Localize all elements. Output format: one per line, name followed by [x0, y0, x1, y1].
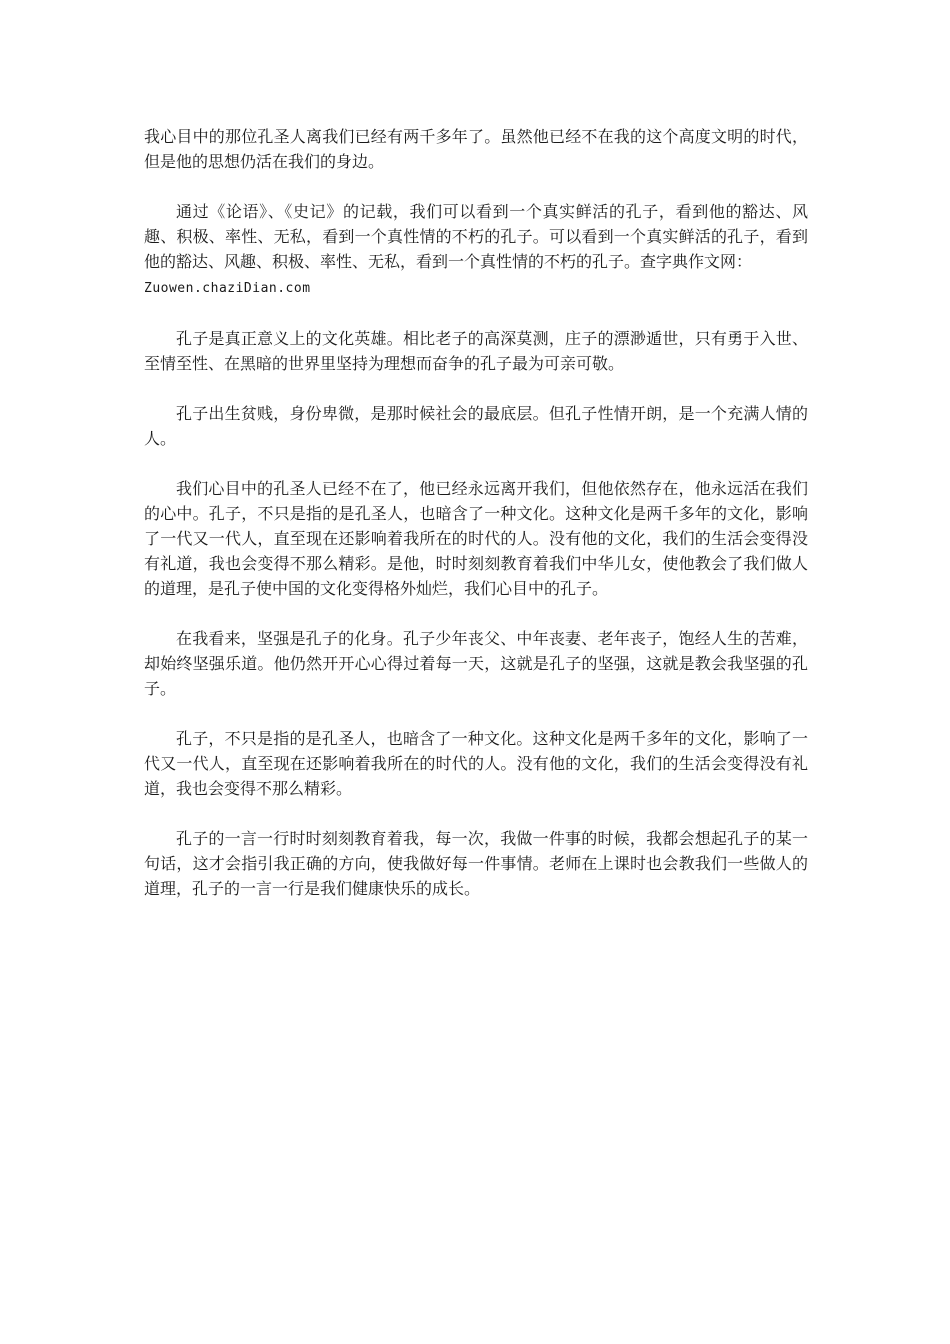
document-body: [144, 124, 808, 926]
paragraph-8: 孔子的一言一行时时刻刻教育着我，每一次，我做一件事的时候，我都会想起孔子的某一句话，这才会指引我正确的方向，使我做好每一件事情。老师在上课时也会教我们一些做人的道理，孔子的一言一行是我们健康快乐的成长。: [144, 829, 808, 898]
paragraph-4: 孔子出生贫贱，身份卑微，是那时候社会的最底层。但孔子性情开朗，是一个充满人情的人。: [144, 404, 808, 448]
paragraph-1: 我心目中的那位孔圣人离我们已经有两千多年了。虽然他已经不在我的这个高度文明的时代，但是他的思想仍活在我们的身边。: [144, 127, 808, 171]
paragraph-3: 孔子是真正意义上的文化英雄。相比老子的高深莫测，庄子的漂渺遁世，只有勇于入世、至情至性、在黑暗的世界里坚持为理想而奋争的孔子最为可亲可敬。: [144, 329, 808, 373]
paragraph-2-text: 通过《论语》、《史记》的记载，我们可以看到一个真实鲜活的孔子，看到他的豁达、风趣、积极、率性、无私，看到一个真性情的不朽的孔子。可以看到一个真实鲜活的孔子，看到他的豁达、风趣、积极、率性、无私，看到一个真性情的不朽的孔子。查字典作文网：: [144, 202, 808, 271]
paragraph-6: 在我看来，坚强是孔子的化身。孔子少年丧父、中年丧妻、老年丧子，饱经人生的苦难，却始终坚强乐道。他仍然开开心心得过着每一天，这就是孔子的坚强，这就是教会我坚强的孔子。: [144, 629, 808, 698]
paragraph-7: 孔子，不只是指的是孔圣人，也暗含了一种文化。这种文化是两千多年的文化，影响了一代又一代人，直至现在还影响着我所在的时代的人。没有他的文化，我们的生活会变得没有礼道，我也会变得不那么精彩。: [144, 729, 808, 798]
source-url: Zuowen.chaziDian.com: [144, 281, 311, 296]
paragraph-2: [144, 199, 808, 301]
paragraph-5: 我们心目中的孔圣人已经不在了，他已经永远离开我们，但他依然存在，他永远活在我们的心中。孔子，不只是指的是孔圣人，也暗含了一种文化。这种文化是两千多年的文化，影响了一代又一代人，直至现在还影响着我所在的时代的人。没有他的文化，我们的生活会变得没有礼道，我也会变得不那么精彩。是他，时时刻刻教育着我们中华儿女，使他教会了我们做人的道理，是孔子使中国的文化变得格外灿烂，我们心目中的孔子。: [144, 479, 808, 598]
